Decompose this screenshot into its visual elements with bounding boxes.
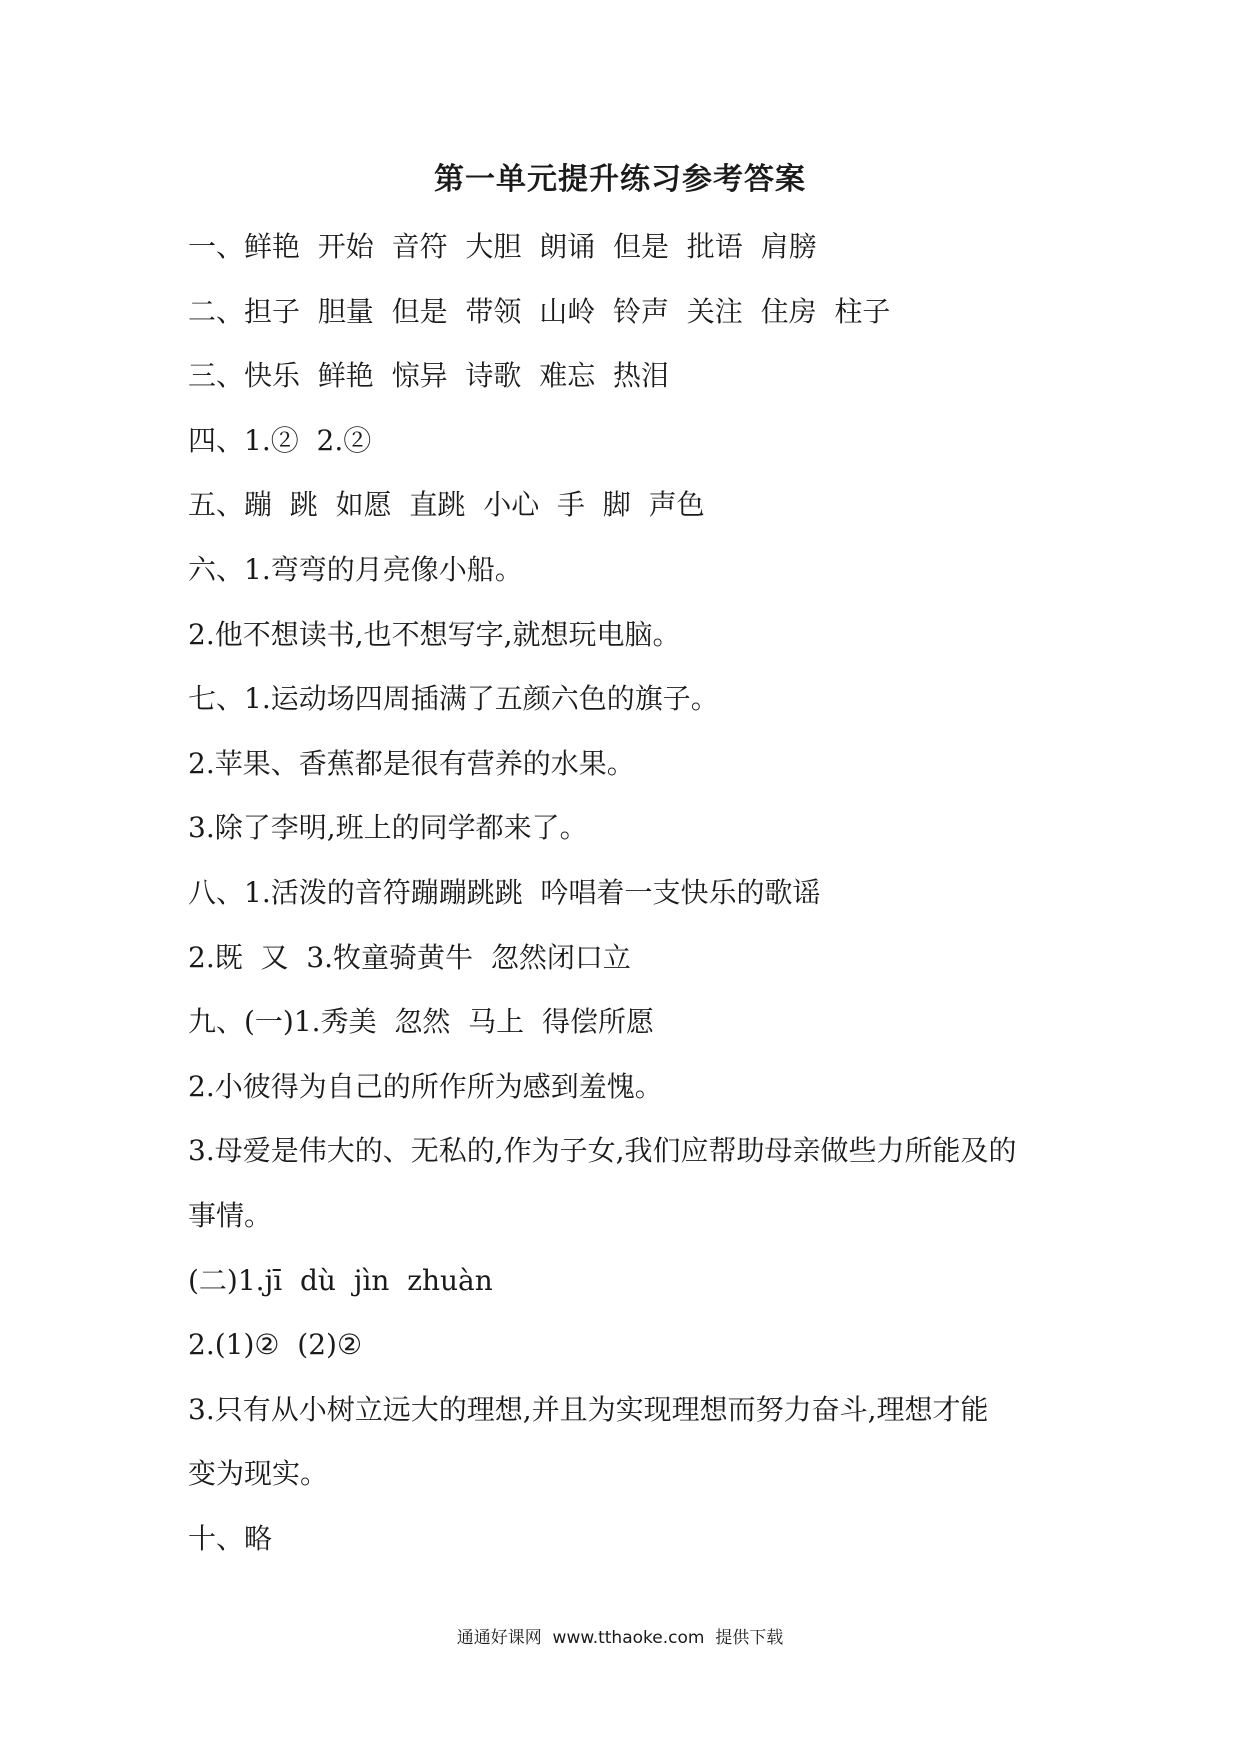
page-title: 第一单元提升练习参考答案 (434, 162, 806, 197)
footer-source: 通通好课网 www.tthaoke.com 提供下载 (456, 1628, 784, 1648)
answer-line-19: 3.只有从小树立远大的理想,并且为实现理想而努力奋斗,理想才能 (188, 1392, 989, 1426)
answer-line-15: 3.母爱是伟大的、无私的,作为子女,我们应帮助母亲做些力所能及的 (188, 1134, 1017, 1168)
answer-line-17: (二)1.jī dù jìn zhuàn (188, 1263, 493, 1297)
answer-line-13: 九、(一)1.秀美 忽然 马上 得偿所愿 (188, 1005, 654, 1039)
answer-line-3: 三、快乐 鲜艳 惊异 诗歌 难忘 热泪 (188, 359, 670, 393)
answer-line-11: 八、1.活泼的音符蹦蹦跳跳 吟唱着一支快乐的歌谣 (188, 875, 821, 909)
answer-line-21: 十、略 (188, 1521, 273, 1555)
answer-line-10: 3.除了李明,班上的同学都来了。 (188, 811, 588, 845)
answer-line-5: 五、蹦 跳 如愿 直跳 小心 手 脚 声色 (188, 488, 705, 522)
answer-line-16: 事情。 (188, 1198, 273, 1232)
answer-list (188, 227, 1068, 1583)
answer-line-1: 一、鲜艳 开始 音符 大胆 朗诵 但是 批语 肩膀 (188, 230, 817, 263)
answer-line-7: 2.他不想读书,也不想写字,就想玩电脑。 (188, 617, 681, 651)
answer-line-18: 2.(1)② (2)② (188, 1328, 363, 1362)
answer-line-8: 七、1.运动场四周插满了五颜六色的旗子。 (188, 682, 719, 716)
answer-line-2: 二、担子 胆量 但是 带领 山岭 铃声 关注 住房 柱子 (188, 294, 891, 328)
answer-line-20: 变为现实。 (188, 1457, 329, 1491)
answer-line-9: 2.苹果、香蕉都是很有营养的水果。 (188, 746, 635, 780)
answer-line-12: 2.既 又 3.牧童骑黄牛 忽然闭口立 (188, 940, 631, 974)
answer-line-14: 2.小彼得为自己的所作所为感到羞愧。 (188, 1069, 663, 1103)
answer-line-6: 六、1.弯弯的月亮像小船。 (188, 552, 523, 586)
answer-line-4: 四、1.② 2.② (188, 423, 372, 457)
